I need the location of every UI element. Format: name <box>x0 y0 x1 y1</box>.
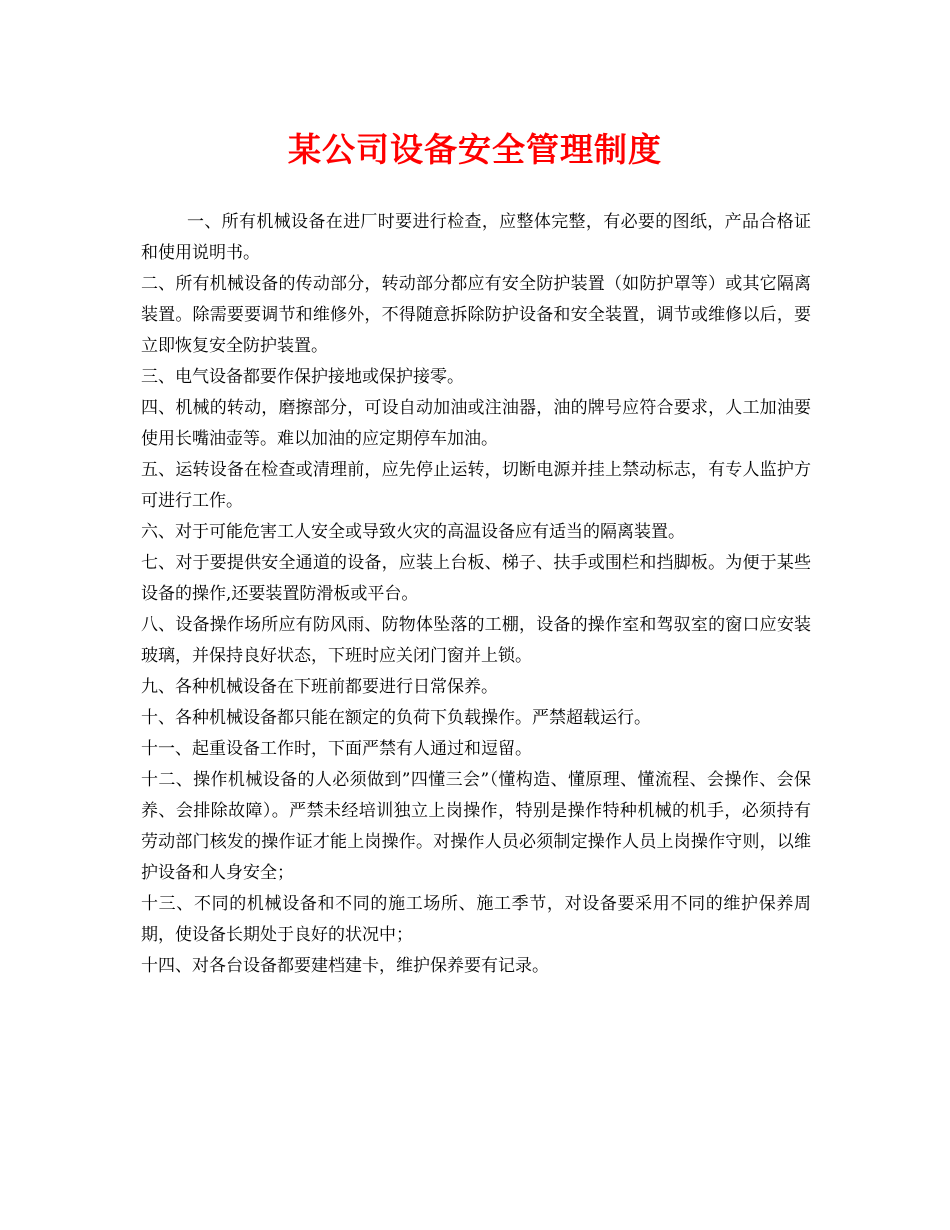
clause-11: 十一、起重设备工作时，下面严禁有人通过和逗留。 <box>141 739 532 759</box>
clause-4: 四、机械的转动，磨擦部分，可设自动加油或注油器，油的牌号应符合要求，人工加油要使用长嘴油壶等。难以加油的应定期停车加油。 <box>141 398 811 449</box>
clause-8: 八、设备操作场所应有防风雨、防物体坠落的工棚，设备的操作室和驾驭室的窗口应安装玻璃，并保持良好状态，下班时应关闭门窗并上锁。 <box>141 615 811 666</box>
document-title: 某公司设备安全管理制度 <box>288 130 662 169</box>
clause-10: 十、各种机械设备都只能在额定的负荷下负载操作。严禁超载运行。 <box>141 708 651 728</box>
clause-7: 七、对于要提供安全通道的设备，应装上台板、梯子、扶手或围栏和挡脚板。为便于某些设备的操作,还要装置防滑板或平台。 <box>141 553 811 604</box>
clause-6: 六、对于可能危害工人安全或导致火灾的高温设备应有适当的隔离装置。 <box>141 522 685 542</box>
clause-5: 五、运转设备在检查或清理前，应先停止运转，切断电源并挂上禁动标志，有专人监护方可进行工作。 <box>141 460 811 511</box>
clause-1: 一、所有机械设备在进厂时要进行检查，应整体完整，有必要的图纸，产品合格证和使用说明书。 <box>141 212 811 263</box>
document-body <box>141 207 811 982</box>
clause-3: 三、电气设备都要作保护接地或保护接零。 <box>141 367 464 387</box>
clause-2: 二、所有机械设备的传动部分，转动部分都应有安全防护装置（如防护罩等）或其它隔离装置。除需要要调节和维修外，不得随意拆除防护设备和安全装置，调节或维修以后，要立即恢复安全防护装置。 <box>141 274 811 356</box>
clause-12: 十二、操作机械设备的人必须做到”四懂三会”（懂构造、懂原理、懂流程、会操作、会保养、会排除故障）。严禁未经培训独立上岗操作，特别是操作特种机械的机手，必须持有劳动部门核发的操作证才能上岗操作。对操作人员必须制定操作人员上岗操作守则，以维护设备和人身安全； <box>141 770 811 883</box>
clause-9: 九、各种机械设备在下班前都要进行日常保养。 <box>141 677 498 697</box>
clause-13: 十三、不同的机械设备和不同的施工场所、施工季节，对设备要采用不同的维护保养周期，使设备长期处于良好的状况中； <box>141 894 811 945</box>
clause-14: 十四、对各台设备都要建档建卡，维护保养要有记录。 <box>141 956 549 976</box>
